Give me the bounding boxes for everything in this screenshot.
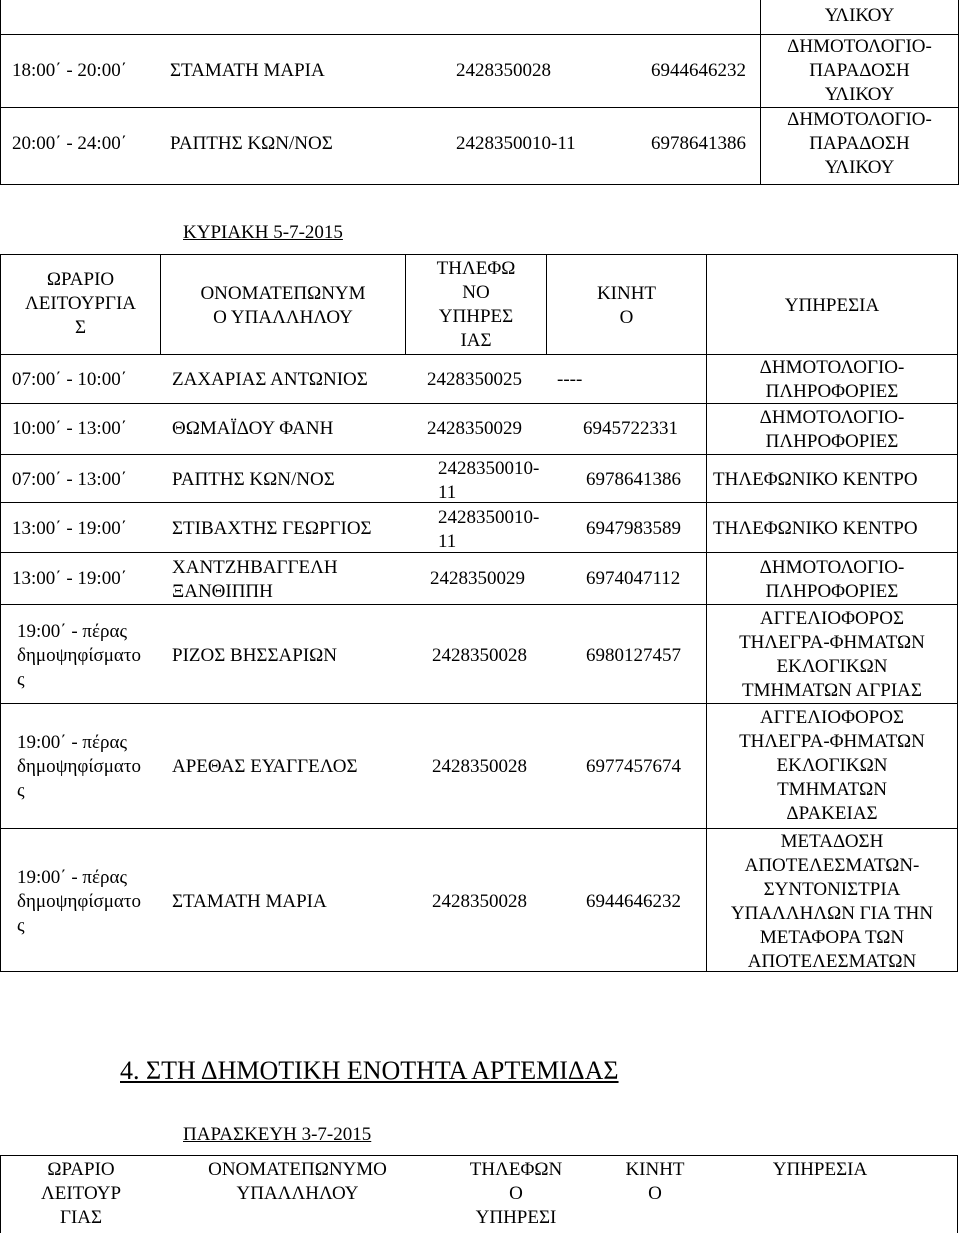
sunday-date-heading: ΚΥΡΙΑΚΗ 5-7-2015: [183, 222, 343, 243]
s4-header-name: [150, 1158, 445, 1206]
header-line: ΥΠΗΡΕΣΙΑ: [772, 1159, 868, 1180]
service-line: ΔΡΑΚΕΙΑΣ: [786, 803, 878, 824]
top-row-1-mobile: 6944646232: [651, 60, 746, 81]
service-line: ΔΗΜΟΤΟΛΟΓΙΟ-: [787, 109, 932, 130]
header-line: Ο: [509, 1183, 523, 1204]
row-2-name: ΡΑΠΤΗΣ ΚΩΝ/ΝΟΣ: [172, 469, 335, 490]
s4-header-phone: [446, 1158, 586, 1230]
time-line: 19:00΄ - πέρας: [17, 732, 127, 753]
top-row-2-service: [761, 108, 958, 180]
name-line: ΞΑΝΘΙΠΠΗ: [172, 581, 273, 602]
header-line: ΩΡΑΡΙΟ: [46, 269, 115, 290]
service-line: ΤΗΛΕΓΡΑ-ΦΗΜΑΤΩΝ: [739, 731, 925, 752]
time-line: 19:00΄ - πέρας: [17, 867, 127, 888]
row-3-time: 13:00΄ - 19:00΄: [12, 518, 128, 539]
row-0-phone: 2428350025: [427, 369, 522, 390]
row-6-service: [707, 706, 957, 826]
row-3-name: ΣΤΙΒΑΧΤΗΣ ΓΕΩΡΓΙΟΣ: [172, 518, 372, 539]
s4-header-service: [740, 1158, 900, 1182]
header-phone: [406, 257, 546, 353]
row-4-mobile: 6974047112: [586, 568, 681, 589]
phone-line: 2428350010-: [438, 507, 540, 528]
header-line: ΟΝΟΜΑΤΕΠΩΝΥΜΟ: [208, 1159, 387, 1180]
header-line: ΙΑΣ: [460, 330, 492, 351]
service-line: ΔΗΜΟΤΟΛΟΓΙΟ-: [759, 407, 905, 428]
row-7-time: [17, 866, 141, 938]
header-line: Ο: [648, 1183, 662, 1204]
row-3-phone: [438, 506, 539, 554]
row-6-name: ΑΡΕΘΑΣ ΕΥΑΓΓΕΛΟΣ: [172, 756, 358, 777]
header-mobile: [547, 282, 706, 330]
header-line: ΚΙΝΗΤ: [596, 283, 657, 304]
header-line: ΥΠΗΡΕΣ: [438, 306, 514, 327]
service-line: ΑΠΟΤΕΛΕΣΜΑΤΩΝ: [747, 951, 917, 972]
phone-line: 11: [438, 482, 457, 503]
row-2-time: 07:00΄ - 13:00΄: [12, 469, 128, 490]
s4-header-mobile: [600, 1158, 710, 1206]
row-1-phone: 2428350029: [427, 418, 522, 439]
service-line: ΥΛΙΚΟΥ: [824, 5, 895, 26]
header-line: ΚΙΝΗΤ: [625, 1159, 685, 1180]
top-row-2-name: ΡΑΠΤΗΣ ΚΩΝ/ΝΟΣ: [170, 133, 333, 154]
header-name: [161, 282, 405, 330]
section-4-heading: 4. ΣΤΗ ΔΗΜΟΤΙΚΗ ΕΝΟΤΗΤΑ ΑΡΤΕΜΙΔΑΣ: [120, 1056, 619, 1085]
header-line: Ο: [619, 307, 634, 328]
row-6-phone: 2428350028: [432, 756, 527, 777]
row-6-time: [17, 731, 141, 803]
header-line: ΤΗΛΕΦΩΝ: [469, 1159, 563, 1180]
service-line: ΔΗΜΟΤΟΛΟΓΙΟ-: [787, 36, 932, 57]
name-line: ΧΑΝΤΖΗΒΑΓΓΕΛΗ: [172, 557, 338, 578]
top-row-2-phone: 2428350010-11: [456, 133, 576, 154]
row-5-time: [17, 620, 141, 692]
row-0-name: ΖΑΧΑΡΙΑΣ ΑΝΤΩΝΙΟΣ: [172, 369, 368, 390]
row-0-mobile: ----: [557, 369, 583, 390]
service-line: ΕΚΛΟΓΙΚΩΝ: [776, 755, 888, 776]
row-1-mobile: 6945722331: [583, 418, 678, 439]
row-7-phone: 2428350028: [432, 891, 527, 912]
row-7-mobile: 6944646232: [586, 891, 681, 912]
service-line: ΜΕΤΑΦΟΡΑ ΤΩΝ: [759, 927, 905, 948]
row-5-mobile: 6980127457: [586, 645, 681, 666]
row-5-service: [707, 607, 957, 703]
top-row-1-name: ΣΤΑΜΑΤΗ ΜΑΡΙΑ: [170, 60, 325, 81]
friday-date-heading: ΠΑΡΑΣΚΕΥΗ 3-7-2015: [183, 1124, 372, 1145]
top-row-2-mobile: 6978641386: [651, 133, 746, 154]
row-7-service: [707, 830, 957, 974]
service-line: ΠΛΗΡΟΦΟΡΙΕΣ: [765, 431, 899, 452]
service-line: ΑΓΓΕΛΙΟΦΟΡΟΣ: [759, 707, 905, 728]
header-line: ΓΙΑΣ: [59, 1207, 103, 1228]
row-7-name: ΣΤΑΜΑΤΗ ΜΑΡΙΑ: [172, 891, 327, 912]
header-line: ΛΕΙΤΟΥΡ: [40, 1183, 122, 1204]
header-line: ΥΠΗΡΕΣΙ: [475, 1207, 557, 1228]
top-row-1-service: [761, 35, 958, 107]
row-2-mobile: 6978641386: [586, 469, 681, 490]
service-line: ΔΗΜΟΤΟΛΟΓΙΟ-: [759, 557, 905, 578]
row-6-mobile: 6977457674: [586, 756, 681, 777]
row-3-service: ΤΗΛΕΦΩΝΙΚΟ ΚΕΝΤΡΟ: [713, 518, 918, 539]
top-row-1-phone: 2428350028: [456, 60, 551, 81]
row-4-time: 13:00΄ - 19:00΄: [12, 568, 128, 589]
time-line: 19:00΄ - πέρας: [17, 621, 127, 642]
top-row-0-service: [761, 4, 958, 28]
header-line: ΥΠΗΡΕΣΙΑ: [784, 295, 880, 316]
service-line: ΑΠΟΤΕΛΕΣΜΑΤΩΝ-: [744, 855, 920, 876]
row-1-service: [707, 406, 957, 454]
time-line: ς: [17, 915, 25, 936]
row-1-time: 10:00΄ - 13:00΄: [12, 418, 128, 439]
header-line: Ο ΥΠΑΛΛΗΛΟΥ: [213, 307, 353, 328]
row-0-time: 07:00΄ - 10:00΄: [12, 369, 128, 390]
service-line: ΠΑΡΑΔΟΣΗ: [809, 133, 910, 154]
header-line: ΛΕΙΤΟΥΡΓΙΑ: [24, 293, 137, 314]
row-5-phone: 2428350028: [432, 645, 527, 666]
phone-line: 11: [438, 531, 457, 552]
header-line: Σ: [74, 317, 87, 338]
row-5-name: ΡΙΖΟΣ ΒΗΣΣΑΡΙΩΝ: [172, 645, 337, 666]
service-line: ΥΠΑΛΛΗΛΩΝ ΓΙΑ ΤΗΝ: [730, 903, 934, 924]
service-line: ΤΜΗΜΑΤΩΝ ΑΓΡΙΑΣ: [742, 680, 922, 701]
time-line: ς: [17, 669, 25, 690]
time-line: ς: [17, 780, 25, 801]
section-4-table: [0, 1155, 960, 1233]
row-3-mobile: 6947983589: [586, 518, 681, 539]
time-line: δημοψηφίσματο: [17, 645, 142, 666]
header-line: ΩΡΑΡΙΟ: [47, 1159, 115, 1180]
header-line: ΟΝΟΜΑΤΕΠΩΝΥΜ: [200, 283, 366, 304]
header-time: [1, 268, 160, 340]
service-line: ΥΛΙΚΟΥ: [824, 157, 895, 178]
row-0-service: [707, 356, 957, 404]
top-row-2-time: 20:00΄ - 24:00΄: [12, 133, 128, 154]
service-line: ΜΕΤΑΔΟΣΗ: [780, 831, 884, 852]
header-line: ΤΗΛΕΦΩ: [436, 258, 516, 279]
service-line: ΣΥΝΤΟΝΙΣΤΡΙΑ: [763, 879, 901, 900]
row-2-service: ΤΗΛΕΦΩΝΙΚΟ ΚΕΝΤΡΟ: [713, 469, 918, 490]
service-line: ΥΛΙΚΟΥ: [824, 84, 895, 105]
phone-line: 2428350010-: [438, 458, 540, 479]
service-line: ΑΓΓΕΛΙΟΦΟΡΟΣ: [759, 608, 905, 629]
row-4-phone: 2428350029: [430, 568, 525, 589]
header-line: ΥΠΑΛΛΗΛΟΥ: [236, 1183, 359, 1204]
top-row-1-time: 18:00΄ - 20:00΄: [12, 60, 128, 81]
header-service: [707, 294, 957, 318]
time-line: δημοψηφίσματο: [17, 756, 142, 777]
row-4-service: [707, 556, 957, 604]
row-2-phone: [438, 457, 539, 505]
s4-header-time: [1, 1158, 161, 1230]
service-line: ΠΛΗΡΟΦΟΡΙΕΣ: [765, 381, 899, 402]
service-line: ΠΑΡΑΔΟΣΗ: [809, 60, 910, 81]
service-line: ΔΗΜΟΤΟΛΟΓΙΟ-: [759, 357, 905, 378]
time-line: δημοψηφίσματο: [17, 891, 142, 912]
top-schedule-table: [0, 0, 960, 185]
row-1-name: ΘΩΜΑΪΔΟΥ ΦΑΝΗ: [172, 418, 334, 439]
service-line: ΤΗΛΕΓΡΑ-ΦΗΜΑΤΩΝ: [739, 632, 925, 653]
service-line: ΠΛΗΡΟΦΟΡΙΕΣ: [765, 581, 899, 602]
service-line: ΕΚΛΟΓΙΚΩΝ: [776, 656, 888, 677]
service-line: ΤΜΗΜΑΤΩΝ: [777, 779, 887, 800]
header-line: ΝΟ: [462, 282, 490, 303]
sunday-schedule-table: [0, 254, 960, 972]
row-4-name: [172, 556, 338, 604]
